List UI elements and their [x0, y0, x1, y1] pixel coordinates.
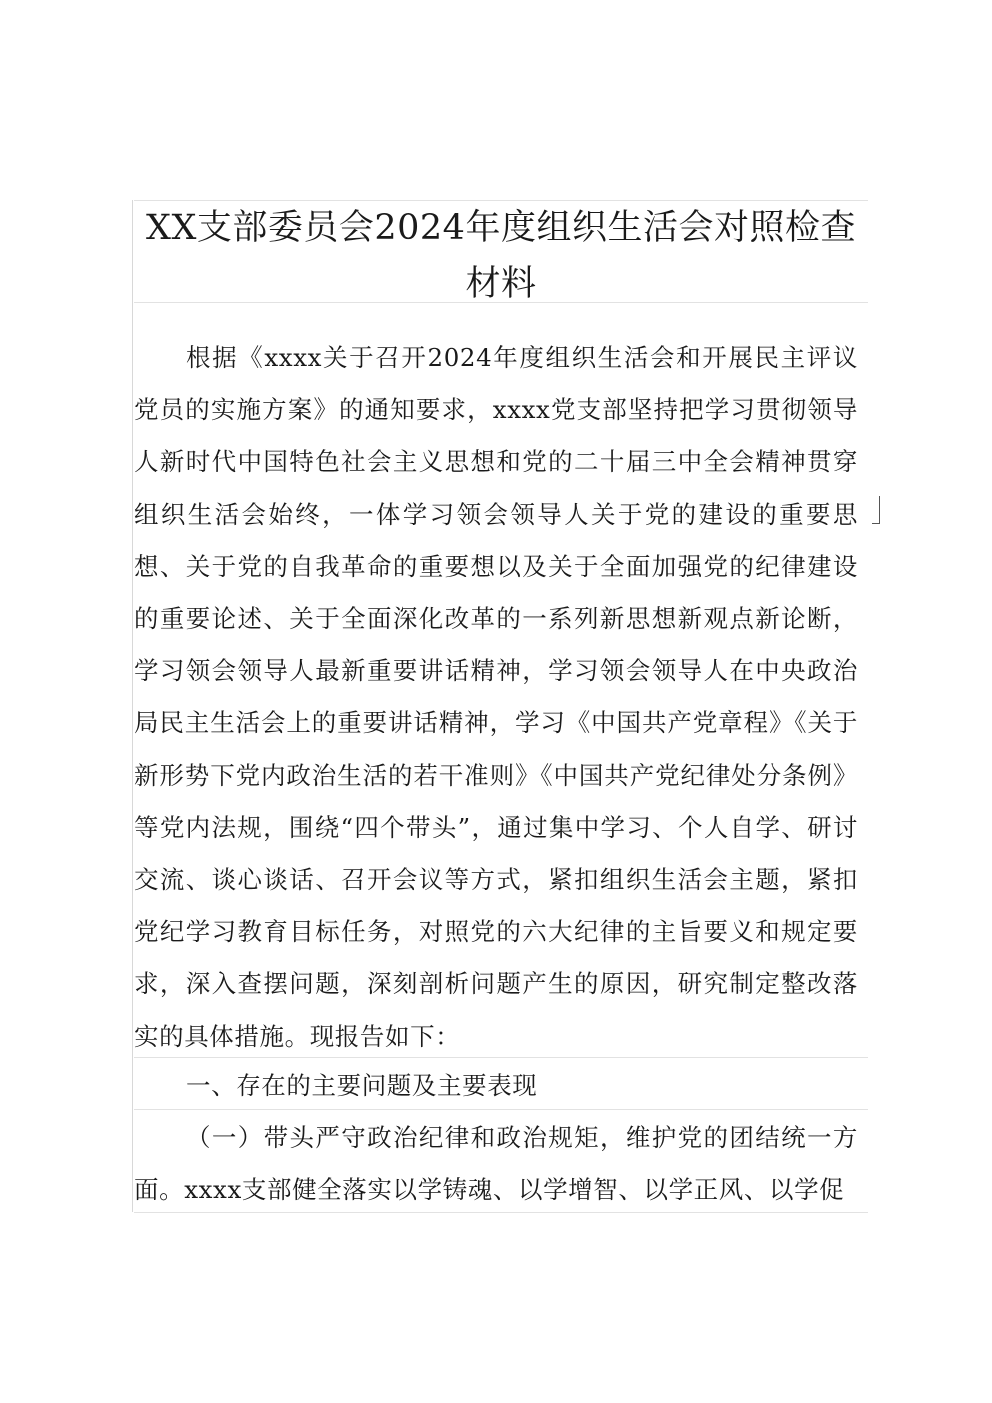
- document-body: [134, 332, 858, 1063]
- intro-paragraph: 根据《xxxx关于召开2024年度组织生活会和开展民主评议党员的实施方案》的通知要求，xxxx党支部坚持把学习贯彻领导人新时代中国特色社会主义思想和党的二十届三中全会精神贯穿组织生活会始终，一体学习领会领导人关于党的建设的重要思想、关于党的自我革命的重要想以及关于全面加强党的纪律建设的重要论述、关于全面深化改革的一系列新思想新观点新论断，学习领会领导人最新重要讲话精神，学习领会领导人在中央政治局民主生活会上的重要讲话精神，学习《中国共产党章程》《关于新形势下党内政治生活的若干准则》《中国共产党纪律处分条例》等党内法规，围绕“四个带头”，通过集中学习、个人自学、研讨交流、谈心谈话、召开会议等方式，紧扣组织生活会主题，紧扣党纪学习教育目标任务，对照党的六大纪律的主旨要义和规定要求，深入查摆问题，深刻剖析问题产生的原因，研究制定整改落实的具体措施。现报告如下：: [134, 343, 858, 1051]
- subsection-paragraph: （一）带头严守政治纪律和政治规矩，维护党的团结统一方面。xxxx支部健全落实以学铸魂、以学增智、以学正风、以学促: [134, 1123, 858, 1204]
- frame-left-line: [132, 200, 133, 1212]
- margin-marker: [872, 496, 880, 524]
- section-heading: 一、存在的主要问题及主要表现: [186, 1071, 538, 1100]
- document-title: XX支部委员会2024年度组织生活会对照检查材料: [146, 208, 856, 304]
